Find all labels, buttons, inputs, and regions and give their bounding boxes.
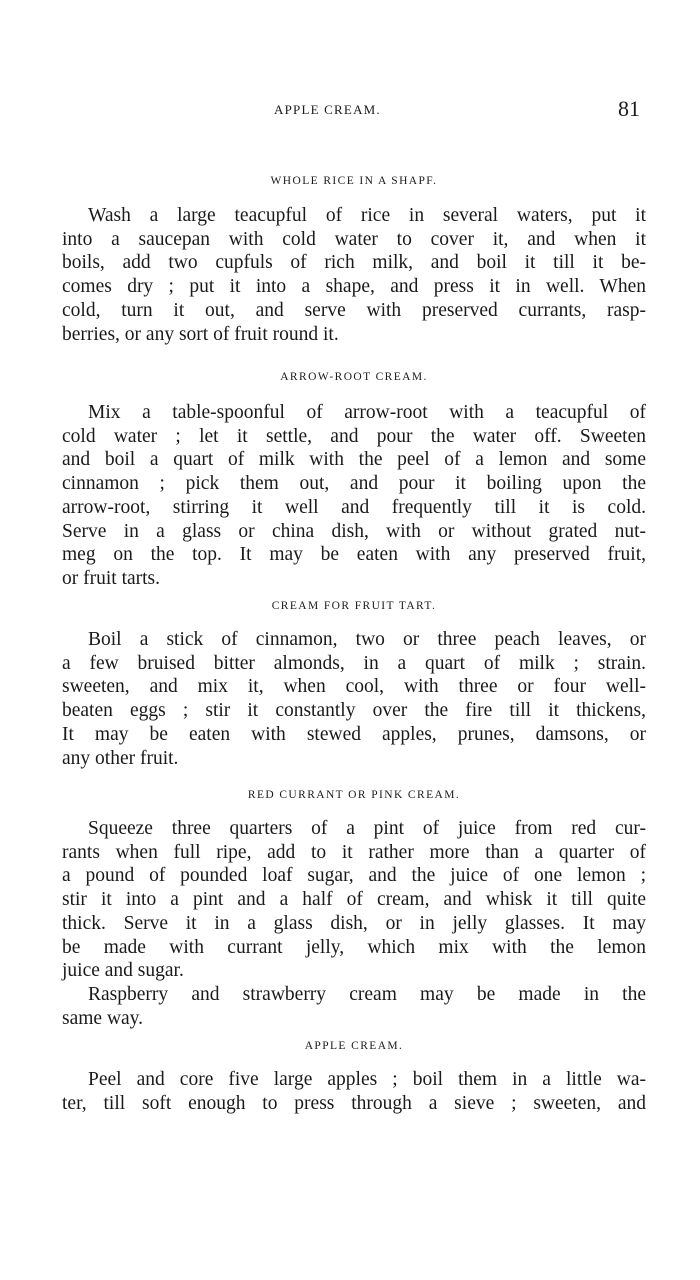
text-line: sweeten, and mix it, when cool, with three or four well- [62,676,646,698]
text-line: cold, turn it out, and serve with preserved currants, rasp- [62,299,646,321]
text-line: Wash a large teacupful of rice in several waters, put it [88,205,646,226]
text-line: beaten eggs ; stir it constantly over the fire till it thickens, [62,700,646,722]
text-line: a few bruised bitter almonds, in a quart of milk ; strain. [62,652,646,674]
recipe-apple-cream [62,1068,646,1115]
text-line: It may be eaten with stewed apples, prunes, damsons, or [62,723,646,745]
text-line: Raspberry and strawberry cream may be made in the [88,983,646,1005]
text-line: Boil a stick of cinnamon, two or three peach leaves, or [88,629,646,650]
text-line: same way. [62,1007,144,1029]
section-heading-apple-cream: APPLE CREAM. [304,1040,404,1052]
text-line: berries, or any sort of fruit round it. [62,323,339,345]
book-page [62,0,646,1280]
text-line: Squeeze three quarters of a pint of juice from red cur- [88,818,646,839]
recipe-arrow-root [62,401,646,591]
recipe-fruit-tart [62,628,646,770]
section-heading-arrow-root: ARROW-ROOT CREAM. [280,371,428,383]
running-title: APPLE CREAM. [274,102,381,117]
text-line: juice and sugar. [62,960,184,982]
text-line: cold water ; let it settle, and pour the water off. Sweeten [62,425,646,447]
text-line: comes dry ; put it into a shape, and press it in well. When [62,276,646,298]
recipe-red-currant [62,817,646,1030]
text-line: arrow-root, stirring it well and frequently till it is cold. [62,496,646,518]
page-number: 81 [618,96,640,121]
recipe-whole-rice [62,204,646,346]
text-line: meg on the top. It may be eaten with any preserved fruit, [62,544,646,566]
text-line: rants when full ripe, add to it rather more than a quarter of [62,841,646,863]
text-line: and boil a quart of milk with the peel of a lemon and some [62,449,646,471]
section-heading-red-currant: RED CURRANT OR PINK CREAM. [247,789,461,801]
text-line: any other fruit. [62,747,179,769]
text-line: boils, add two cupfuls of rich milk, and boil it till it be- [62,252,646,274]
text-line: Peel and core five large apples ; boil them in a little wa- [88,1069,646,1090]
running-head [62,96,646,124]
text-line: ter, till soft enough to press through a sieve ; sweeten, and [62,1092,646,1114]
section-heading-whole-rice: WHOLE RICE IN A SHAPF. [270,175,438,187]
text-line: stir it into a pint and a half of cream, and whisk it till quite [62,889,646,911]
text-line: or fruit tarts. [62,567,161,589]
text-line: be made with currant jelly, which mix with the lemon [62,936,646,958]
text-line: Mix a table-spoonful of arrow-root with a teacupful of [88,402,646,423]
text-line: cinnamon ; pick them out, and pour it boiling upon the [62,473,646,495]
text-line: Serve in a glass or china dish, with or without grated nut- [62,520,646,542]
text-line: a pound of pounded loaf sugar, and the juice of one lemon ; [62,865,646,887]
text-line: thick. Serve it in a glass dish, or in jelly glasses. It may [62,912,646,934]
text-line: into a saucepan with cold water to cover it, and when it [62,228,646,250]
section-heading-fruit-tart: CREAM FOR FRUIT TART. [271,600,437,612]
